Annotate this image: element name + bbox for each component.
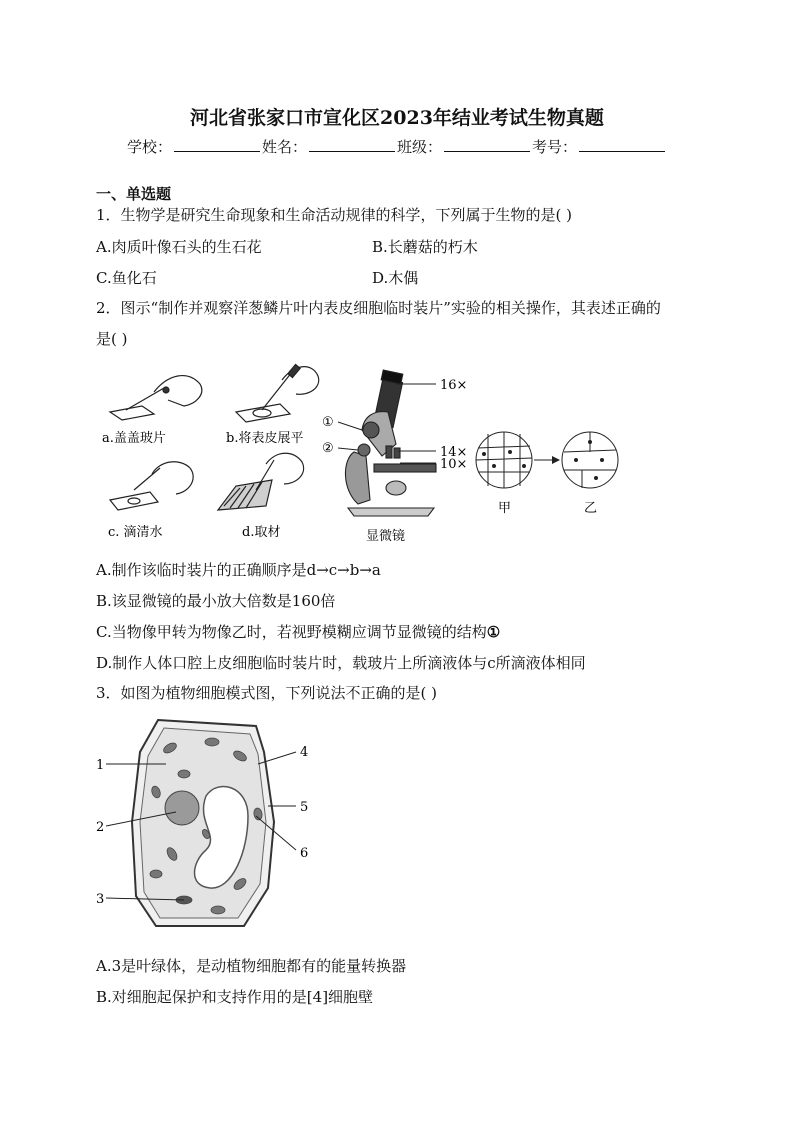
q3-option-a[interactable]: A.3是叶绿体，是动植物细胞都有的能量转换器 [96,957,407,975]
q1-option-c[interactable]: C.鱼化石 [96,269,157,287]
panel-d-illustration [218,453,304,510]
page-title: 河北省张家口市宣化区2023年结业考试生物真题 [190,107,604,129]
school-blank[interactable] [174,137,260,152]
panel-b-illustration [236,364,319,422]
q2-option-c-mark: ① [486,623,501,641]
class-label: 班级： [397,138,443,156]
q1-option-d[interactable]: D.木偶 [372,269,419,287]
name-label: 姓名： [261,138,307,156]
q2-option-c[interactable] [96,621,500,642]
field-of-view-jia [476,432,532,488]
plant-cell-diagram [92,712,332,942]
microscope-mark-2: ② [322,441,334,456]
cell-label-1: 1 [96,758,105,773]
q2-option-b[interactable]: B.该显微镜的最小放大倍数是160倍 [96,592,336,610]
panel-c-illustration [110,462,193,510]
panel-a-illustration [110,376,202,420]
panel-b-label: b.将表皮展平 [226,431,304,446]
cell-label-5: 5 [300,800,309,815]
question-1-stem: 1．生物学是研究生命现象和生命活动规律的科学，下列属于生物的是( ) [96,206,573,224]
microscope-caption: 显微镜 [366,529,406,544]
q3-option-b[interactable]: B.对细胞起保护和支持作用的是[4]细胞壁 [96,988,374,1006]
q2-option-a[interactable]: A.制作该临时装片的正确顺序是d→c→b→a [96,561,381,579]
student-info-line [0,136,794,157]
microscope-mark-1: ① [322,415,334,430]
field-of-view-yi [562,432,618,488]
objective-label-10x: 10× [440,457,468,472]
q1-option-b[interactable]: B.长蘑菇的朽木 [372,238,478,256]
cell-label-3: 3 [96,892,105,907]
q1-option-a[interactable]: A.肉质叶像石头的生石花 [96,238,262,256]
section-heading: 一、单选题 [96,185,172,203]
q2-figure [96,360,656,550]
panel-d-label: d.取材 [242,525,281,540]
q2-option-d[interactable]: D.制作人体口腔上皮细胞临时装片时，载玻片上所滴液体与c所滴液体相同 [96,654,586,672]
question-2-stem-line1: 2．图示“制作并观察洋葱鳞片叶内表皮细胞临时装片”实验的相关操作，其表述正确的 [96,299,661,317]
id-blank[interactable] [579,137,665,152]
class-blank[interactable] [444,137,530,152]
objective-label-14x: 14× [440,445,468,460]
microscope-illustration [345,370,436,516]
cell-label-4: 4 [300,745,309,760]
id-label: 考号： [532,138,578,156]
school-label: 学校： [126,138,172,156]
fov-label-jia: 甲 [498,501,512,516]
question-2-stem-line2: 是( ) [96,330,128,348]
eyepiece-label: 16× [440,378,468,393]
nucleus [165,791,199,825]
fov-label-yi: 乙 [584,501,598,516]
q2-option-c-text: C.当物像甲转为物像乙时，若视野模糊应调节显微镜的结构 [96,623,487,641]
cell-label-6: 6 [300,846,309,861]
name-blank[interactable] [309,137,395,152]
panel-c-label: c. 滴清水 [108,525,163,540]
question-3-stem: 3．如图为植物细胞模式图，下列说法不正确的是( ) [96,684,438,702]
cell-label-2: 2 [96,820,105,835]
panel-a-label: a.盖盖玻片 [102,431,166,446]
